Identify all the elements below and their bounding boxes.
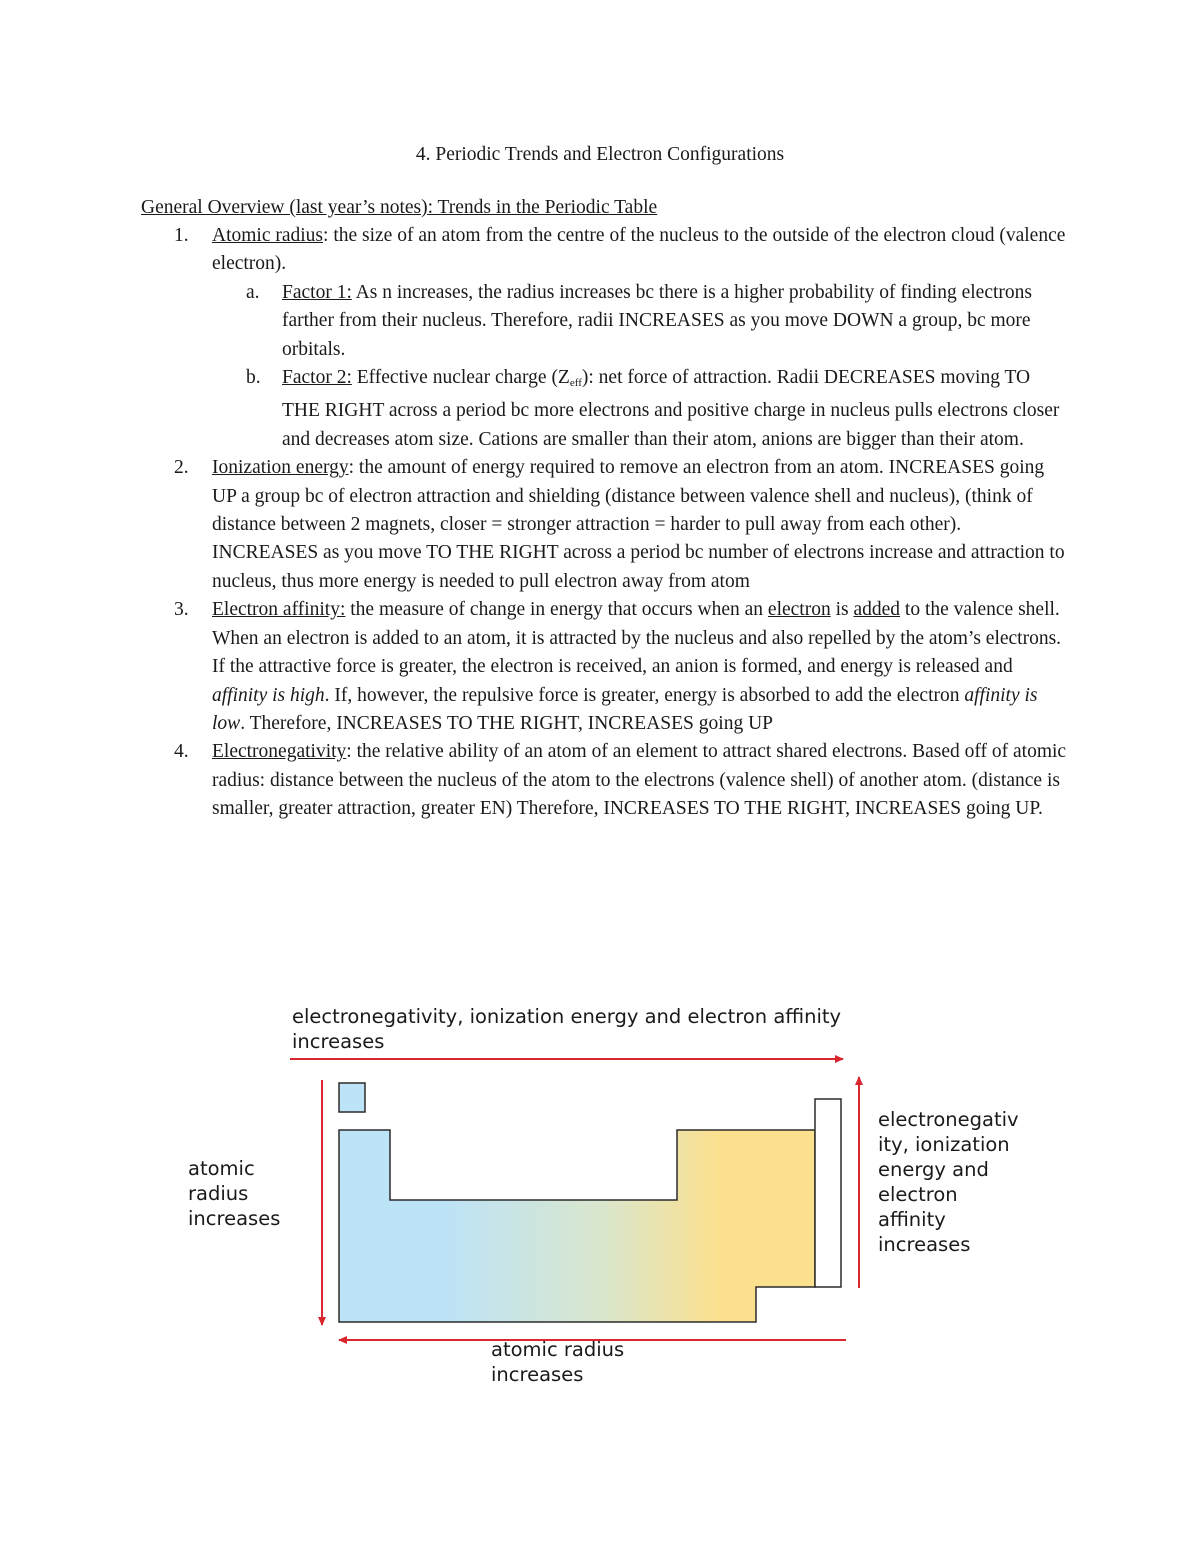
affinity-high-text: affinity is high (212, 684, 325, 706)
electron-link[interactable]: electron (767, 599, 831, 621)
affinity-low-text: affinity is low (212, 684, 1038, 734)
top-arrow-label: electronegativity, ionization energy and electron affinity increases (292, 1005, 842, 1053)
affinity-text-3: to the valence shell. When an electron is added to an atom, it is attracted by the nucleus and also repelled by the atom’s electrons. If the attractive force is greater, the electron is received, an anion is formed, and energy is released and (212, 599, 1062, 678)
list-item-electronegativity (174, 738, 1072, 823)
sub-letter: b. (246, 367, 261, 389)
zeff-subscript: eff (569, 377, 582, 390)
definition-text: : the size of an atom from the centre of the nucleus to the outside of the electron cloud (valence electron). (212, 225, 1066, 275)
sub-item-factor-2 (246, 364, 1072, 454)
sub-item-factor-1 (246, 279, 1072, 364)
main-table-body (339, 1130, 815, 1322)
factor-2-text-before: Effective nuclear charge (Z (351, 367, 570, 389)
term-electronegativity: Electronegativity (212, 741, 347, 763)
term-atomic-radius: Atomic radius (212, 225, 324, 246)
noble-gas-column (815, 1099, 841, 1287)
affinity-text-4: . If, however, the repulsive force is greater, energy is absorbed to add the electron (324, 684, 965, 706)
definition-text: : the relative ability of an atom of an element to attract shared electrons. Based off of atomic radius: distance between the nucleus of the atom to the electrons (valence shell) of another atom. (distance is smaller, greater attraction, greater EN) Therefore, INCREASES TO THE RIGHT, INCREASES going UP. (212, 741, 1067, 820)
affinity-text-2: is (830, 599, 854, 621)
term-ionization-energy: Ionization energy (212, 457, 349, 479)
right-arrow-label: electronegativ ity, ionization energy and electron affinity increases (878, 1108, 1019, 1256)
added-link[interactable]: added (853, 599, 901, 621)
trends-list (174, 222, 1072, 824)
sub-letter: a. (246, 281, 260, 303)
term-factor-1: Factor 1: (282, 281, 352, 303)
affinity-text-5: . Therefore, INCREASES TO THE RIGHT, INCREASES going UP (240, 712, 774, 734)
left-arrow-label: atomic radius increases (188, 1157, 281, 1230)
list-number: 4. (174, 741, 189, 763)
page-title: 4. Periodic Trends and Electron Configurations (415, 144, 785, 165)
affinity-text-1: the measure of change in energy that occurs when an (345, 599, 768, 621)
list-number: 3. (174, 599, 189, 621)
list-item-ionization-energy (174, 454, 1072, 596)
list-item-electron-affinity (174, 596, 1072, 738)
term-factor-2: Factor 2: (282, 367, 352, 389)
periodic-trends-diagram (0, 980, 1200, 1400)
list-item-atomic-radius (174, 222, 1072, 454)
hydrogen-cell (339, 1083, 365, 1112)
bottom-arrow-label: atomic radius increases (491, 1338, 625, 1386)
definition-text: : the amount of energy required to remove an electron from an atom. INCREASES going UP a group bc of electron attraction and shielding (distance between valence shell and nucleus), (think of distance between 2 magnets, closer = stronger attraction = harder to pull away from each other). INCREASES as you move TO THE RIGHT across a period bc number of electrons increase and attraction to nucleus, thus more energy is needed to pull electron away from atom (212, 457, 1065, 592)
list-number: 2. (174, 457, 189, 479)
list-number: 1. (174, 225, 189, 246)
term-electron-affinity: Electron affinity: (212, 599, 346, 621)
sub-list (212, 279, 1072, 454)
factor-2-text-after: ): net force of attraction. Radii DECREASES moving TO THE RIGHT across a period bc more electrons and positive charge in nucleus pulls electrons closer and decreases atom size. Cations are smaller than their atom, anions are bigger than their atom. (282, 367, 1060, 450)
overview-heading: General Overview (last year’s notes): Trends in the Periodic Table (141, 197, 658, 218)
factor-1-text: As n increases, the radius increases bc there is a higher probability of finding electrons farther from their nucleus. Therefore, radii INCREASES as you move DOWN a group, bc more orbitals. (282, 281, 1032, 360)
